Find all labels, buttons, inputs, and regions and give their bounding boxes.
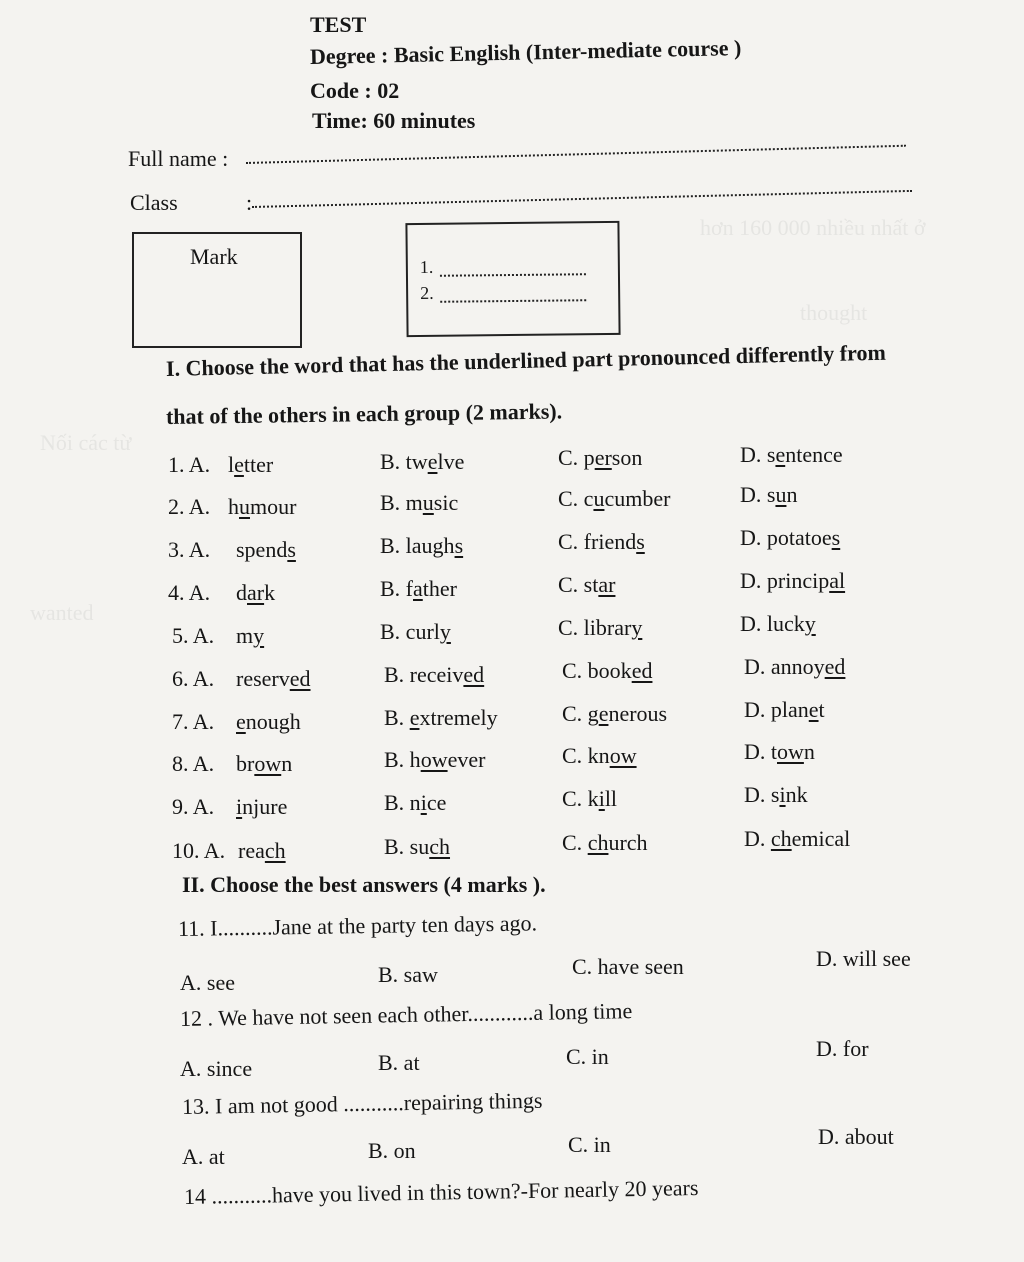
row8-option-b[interactable]: [384, 747, 485, 773]
underlined-part: e: [234, 452, 244, 477]
row10-option-d[interactable]: [744, 826, 850, 852]
option-text: nough: [245, 709, 301, 734]
code-line: Code : 02: [310, 78, 400, 103]
option-text: B. m: [380, 490, 423, 515]
underlined-part: ed: [824, 654, 846, 679]
underlined-part: ar: [247, 580, 265, 605]
underlined-part: e: [409, 705, 420, 730]
exam-title: TEST: [310, 12, 367, 37]
row3-option-c[interactable]: [558, 529, 645, 555]
row1-option-c[interactable]: [558, 445, 642, 471]
underlined-part: ed: [289, 666, 311, 691]
option-text: C. librar: [558, 615, 632, 640]
question-number: 9. A.: [172, 794, 215, 819]
option-text: B. n: [384, 790, 421, 815]
underlined-part: y: [253, 623, 265, 648]
underlined-part: s: [831, 525, 841, 550]
examiner-line-1-field[interactable]: [440, 273, 586, 277]
row9-option-b[interactable]: [384, 790, 446, 816]
option-text: B. f: [380, 576, 413, 601]
option-text: lve: [437, 448, 465, 474]
underlined-part: ow: [777, 739, 804, 764]
section2-title: II. Choose the best answers (4 marks ).: [182, 872, 546, 897]
row2-option-b[interactable]: [380, 490, 458, 516]
class-label: Class: [130, 190, 178, 215]
underlined-part: e: [808, 697, 819, 722]
underlined-part: ch: [429, 834, 451, 859]
option-text: reserv: [236, 666, 290, 691]
option-text: B. curl: [380, 619, 440, 644]
q13-option-c[interactable]: C. in: [568, 1132, 611, 1157]
option-text: ther: [422, 576, 457, 601]
option-text: C. st: [558, 572, 599, 597]
option-text: C. book: [562, 658, 632, 683]
option-text: D. s: [740, 482, 776, 507]
row4-option-d[interactable]: [740, 568, 845, 594]
underlined-part: e: [236, 709, 246, 734]
row1-option-b[interactable]: [380, 449, 464, 475]
question-number: 3. A.: [168, 537, 211, 562]
option-text: D. s: [740, 442, 776, 467]
row8-option-a[interactable]: [236, 751, 292, 777]
option-text: C. friend: [558, 529, 637, 554]
underlined-part: ow: [609, 743, 637, 768]
row7-option-d[interactable]: [744, 697, 825, 723]
option-text: urch: [608, 830, 648, 855]
row6-option-a[interactable]: [236, 666, 311, 692]
option-text: ntence: [785, 442, 843, 467]
row5-option-a[interactable]: [236, 623, 264, 649]
underlined-part: er: [594, 445, 612, 471]
option-text: rea: [238, 838, 265, 863]
option-text: nerous: [608, 701, 668, 726]
underlined-part: s: [636, 529, 645, 554]
section1-title-line2: that of the others in each group (2 marks).: [165, 398, 563, 429]
underlined-part: i: [779, 782, 786, 807]
option-text: mour: [250, 494, 297, 519]
q12-option-b[interactable]: B. at: [378, 1050, 420, 1075]
option-text: C. g: [562, 701, 599, 726]
option-text: C.: [562, 830, 588, 855]
q11-option-a[interactable]: A. see: [180, 970, 235, 995]
row2-option-d[interactable]: [740, 482, 797, 508]
examiner-box[interactable]: [405, 221, 620, 337]
bleed-text: thought: [800, 300, 868, 325]
q11-option-c[interactable]: C. have seen: [572, 954, 684, 979]
row10-option-a[interactable]: [238, 838, 286, 864]
option-text: D. potatoe: [740, 525, 832, 550]
q11-option-d[interactable]: D. will see: [816, 946, 911, 971]
underlined-part: e: [427, 448, 438, 474]
row8-option-d[interactable]: [744, 739, 815, 765]
option-text: C. k: [562, 786, 599, 811]
option-text: C. c: [558, 486, 594, 511]
question-number: 2. A.: [168, 494, 211, 519]
option-text: nk: [785, 782, 808, 807]
row6-option-d[interactable]: [744, 654, 845, 680]
underlined-part: ch: [587, 830, 609, 855]
underlined-part: u: [775, 482, 787, 507]
row5-option-c[interactable]: [558, 615, 642, 641]
underlined-part: y: [804, 611, 816, 636]
row3-option-a[interactable]: [236, 537, 296, 563]
underlined-part: s: [454, 533, 464, 558]
row3-option-d[interactable]: [740, 525, 840, 551]
q12-option-d[interactable]: D. for: [816, 1036, 869, 1061]
class-field[interactable]: [252, 190, 912, 208]
q12-option-c[interactable]: C. in: [566, 1044, 609, 1069]
question-number: 5. A.: [172, 623, 215, 648]
degree-line: Degree : Basic English (Inter-mediate course ): [309, 34, 742, 69]
option-text: B. h: [384, 747, 421, 772]
option-text: sic: [433, 490, 459, 515]
underlined-part: i: [598, 786, 605, 811]
option-text: n: [786, 482, 798, 507]
row2-option-c[interactable]: [558, 486, 670, 512]
option-text: D. t: [744, 739, 777, 764]
option-text: tter: [243, 452, 274, 477]
row9-option-a[interactable]: [236, 794, 287, 820]
row1-option-d[interactable]: [740, 442, 843, 468]
row6-option-b[interactable]: [384, 662, 484, 688]
underlined-part: u: [593, 486, 605, 511]
option-text: t: [818, 697, 825, 722]
underlined-part: s: [287, 537, 296, 562]
question-number: 8. A.: [172, 751, 215, 776]
underlined-part: ed: [463, 662, 485, 687]
row8-option-c[interactable]: [562, 743, 637, 769]
underlined-part: e: [775, 442, 786, 467]
option-text: ever: [447, 747, 486, 772]
option-text: h: [228, 494, 239, 519]
option-text: B. tw: [380, 448, 428, 474]
q13-option-b[interactable]: B. on: [368, 1138, 416, 1163]
mark-box[interactable]: [132, 232, 302, 348]
underlined-part: y: [631, 615, 643, 640]
option-text: D.: [744, 826, 771, 851]
question-11: 11. I..........Jane at the party ten days ago.: [177, 910, 538, 941]
question-14: 14 ...........have you lived in this town?-For nearly 20 years: [183, 1175, 699, 1209]
bleed-text: Nối các từ: [40, 430, 132, 455]
underlined-part: e: [598, 701, 609, 726]
option-text: xtremely: [419, 705, 498, 730]
option-text: ce: [426, 790, 447, 815]
underlined-part: ow: [254, 751, 282, 776]
underlined-part: ow: [420, 747, 448, 772]
underlined-part: i: [236, 794, 243, 819]
underlined-part: u: [422, 490, 434, 515]
fullname-field[interactable]: [246, 145, 906, 164]
row10-option-c[interactable]: [562, 830, 648, 856]
option-text: D. annoy: [744, 654, 825, 679]
option-text: d: [236, 580, 247, 605]
q12-option-a[interactable]: A. since: [180, 1056, 253, 1081]
row5-option-b[interactable]: [380, 619, 451, 645]
row4-option-a[interactable]: [236, 580, 275, 606]
option-text: son: [611, 445, 643, 471]
question-number: 1. A.: [168, 452, 211, 477]
option-text: B. laugh: [380, 533, 455, 558]
question-12: 12 . We have not seen each other............a long time: [179, 998, 633, 1031]
underlined-part: ch: [264, 838, 286, 863]
row9-option-d[interactable]: [744, 782, 808, 808]
option-text: br: [236, 751, 255, 776]
option-text: B. receiv: [384, 662, 464, 687]
underlined-part: ed: [631, 658, 653, 683]
underlined-part: y: [439, 619, 451, 644]
fullname-label: Full name :: [128, 146, 229, 171]
option-text: D. plan: [744, 697, 809, 722]
option-text: B. su: [384, 834, 430, 859]
bleed-text: hơn 160 000 nhiều nhất ở: [700, 215, 926, 240]
q11-option-b[interactable]: B. saw: [378, 962, 438, 987]
row3-option-b[interactable]: [380, 533, 463, 559]
section1-title-line1: I. Choose the word that has the underlined part pronounced differently from: [165, 339, 887, 381]
underlined-part: ar: [598, 572, 616, 597]
option-text: njure: [242, 794, 288, 819]
underlined-part: i: [420, 790, 427, 815]
examiner-line-2: 2.: [420, 282, 434, 303]
q13-option-a[interactable]: A. at: [182, 1144, 225, 1169]
option-text: ll: [604, 786, 618, 811]
option-text: D. s: [744, 782, 780, 807]
row9-option-c[interactable]: [562, 786, 617, 812]
row4-option-b[interactable]: [380, 576, 457, 602]
option-text: n: [803, 739, 815, 764]
option-text: l: [228, 452, 235, 477]
question-number: 7. A.: [172, 709, 215, 734]
option-text: n: [281, 751, 293, 776]
question-number: 6. A.: [172, 666, 215, 691]
option-text: cumber: [604, 486, 671, 511]
row6-option-c[interactable]: [562, 658, 652, 684]
question-number: 10. A.: [172, 838, 226, 863]
bleed-text: wanted: [30, 600, 94, 625]
underlined-part: u: [239, 494, 250, 519]
mark-label: Mark: [190, 244, 238, 269]
question-number: 4. A.: [168, 580, 211, 605]
row2-option-a[interactable]: [228, 494, 296, 520]
examiner-line-2-field[interactable]: [440, 299, 586, 303]
option-text: k: [264, 580, 276, 605]
time-line: Time: 60 minutes: [312, 108, 476, 133]
q13-option-d[interactable]: D. about: [818, 1124, 894, 1149]
option-text: C. p: [558, 445, 595, 471]
option-text: C. kn: [562, 743, 610, 768]
examiner-line-1: 1.: [419, 256, 434, 277]
row5-option-d[interactable]: [740, 611, 816, 637]
underlined-part: al: [829, 568, 846, 593]
option-text: m: [236, 623, 254, 648]
row7-option-a[interactable]: [236, 709, 301, 735]
underlined-part: a: [413, 576, 423, 601]
option-text: B.: [384, 705, 410, 730]
option-text: D. princip: [740, 568, 830, 593]
underlined-part: ch: [770, 826, 792, 851]
row10-option-b[interactable]: [384, 834, 450, 860]
option-text: D. luck: [740, 611, 805, 636]
row7-option-c[interactable]: [562, 701, 667, 727]
question-13: 13. I am not good ...........repairing things: [181, 1087, 543, 1119]
row7-option-b[interactable]: [384, 705, 498, 731]
row1-option-a[interactable]: [228, 452, 273, 478]
class-colon: :: [246, 190, 253, 215]
option-text: emical: [791, 826, 851, 851]
option-text: spend: [236, 537, 288, 562]
row4-option-c[interactable]: [558, 572, 615, 598]
